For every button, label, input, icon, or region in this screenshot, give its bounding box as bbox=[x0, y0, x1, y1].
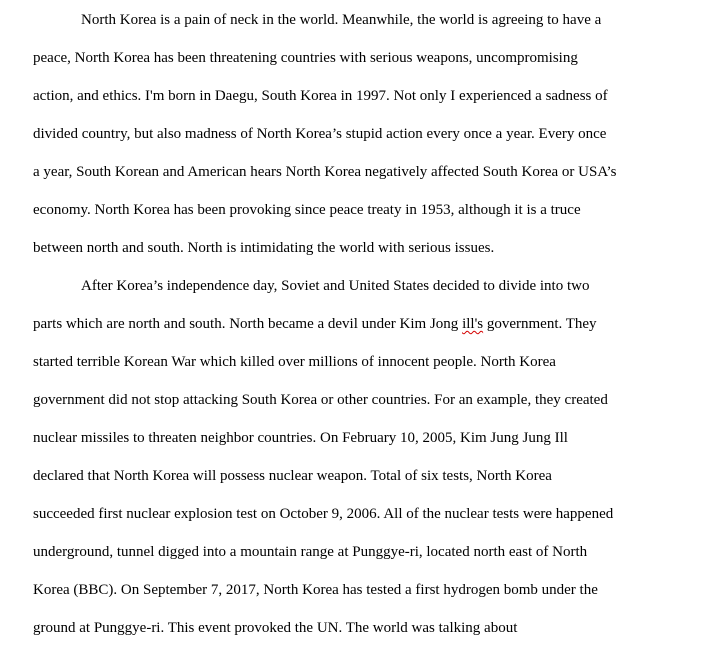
paragraph-1-line-7: between north and south. North is intimidating the world with serious issues. bbox=[33, 240, 495, 256]
line-text-before: parts which are north and south. North became a devil under Kim Jong bbox=[33, 316, 463, 332]
paragraph-1-line-1: North Korea is a pain of neck in the world. Meanwhile, the world is agreeing to have a bbox=[81, 12, 602, 28]
line-text-after: government. They bbox=[483, 316, 597, 332]
paragraph-2-line-6: declared that North Korea will possess nuclear weapon. Total of six tests, North Korea bbox=[33, 468, 552, 484]
paragraph-2-line-10: ground at Punggye-ri. This event provoked the UN. The world was talking about bbox=[33, 620, 518, 636]
paragraph-1-line-6: economy. North Korea has been provoking since peace treaty in 1953, although it is a truce bbox=[33, 202, 581, 218]
paragraph-1-line-5: a year, South Korean and American hears North Korea negatively affected South Korea or USA’s bbox=[33, 164, 617, 180]
paragraph-2-line-5: nuclear missiles to threaten neighbor countries. On February 10, 2005, Kim Jung Jung Ill bbox=[33, 430, 568, 446]
paragraph-2-line-8: underground, tunnel digged into a mountain range at Punggye-ri, located north east of North bbox=[33, 544, 588, 560]
paragraph-2-line-2 bbox=[33, 314, 597, 334]
paragraph-2-line-1: After Korea’s independence day, Soviet and United States decided to divide into two bbox=[81, 278, 590, 294]
paragraph-2-line-7: succeeded first nuclear explosion test on October 9, 2006. All of the nuclear tests were happened bbox=[33, 506, 614, 522]
spellcheck-flagged-word[interactable]: ill's bbox=[462, 316, 484, 332]
paragraph-1-line-4: divided country, but also madness of North Korea’s stupid action every once a year. Every once bbox=[33, 126, 607, 142]
paragraph-1-line-2: peace, North Korea has been threatening countries with serious weapons, uncompromising bbox=[33, 50, 578, 66]
document-page[interactable] bbox=[33, 0, 713, 649]
paragraph-2-line-4: government did not stop attacking South Korea or other countries. For an example, they created bbox=[33, 392, 608, 408]
paragraph-2-line-3: started terrible Korean War which killed over millions of innocent people. North Korea bbox=[33, 354, 556, 370]
paragraph-1-line-3: action, and ethics. I'm born in Daegu, South Korea in 1997. Not only I experienced a sadness of bbox=[33, 88, 608, 104]
paragraph-2-line-9: Korea (BBC). On September 7, 2017, North Korea has tested a first hydrogen bomb under the bbox=[33, 582, 598, 598]
